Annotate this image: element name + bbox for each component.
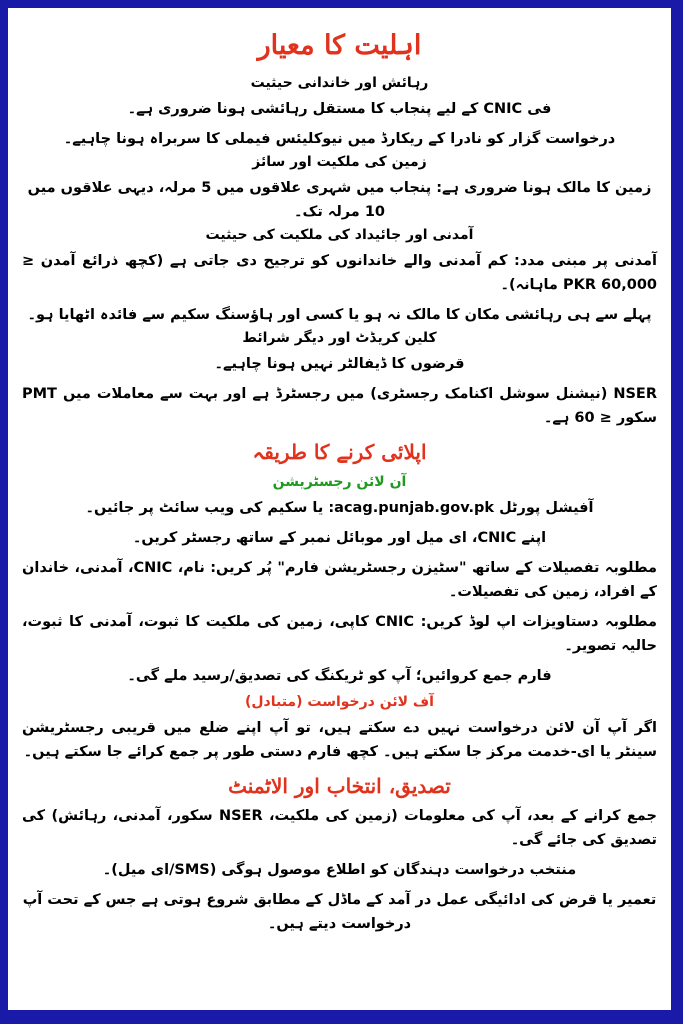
eligibility-title: اہلیت کا معیار <box>257 30 422 61</box>
verification-line-3: تعمیر یا قرض کی ادائیگی عمل در آمد کے ماڈل کے مطابق شروع ہوتی ہے جس کے تحت آپ درخواست دیتے ہیں۔ <box>22 892 657 932</box>
income-line-1: آمدنی پر مبنی مدد: کم آمدنی والے خاندانوں کو ترجیح دی جاتی ہے (کچھ ذرائع آمدن ≤ PKR 60,000 ماہانہ)۔ <box>22 253 657 293</box>
online-line-1: آفیشل پورٹل acag.punjab.gov.pk: یا سکیم کی ویب سائٹ پر جائیں۔ <box>85 500 594 516</box>
online-line-2: اپنے CNIC، ای میل اور موبائل نمبر کے ساتھ رجسٹر کریں۔ <box>132 530 547 546</box>
income-line-2: پہلے سے ہی رہائشی مکان کا مالک نہ ہو یا کسی اور ہاؤسنگ سکیم سے فائدہ اٹھایا ہو۔ <box>27 307 652 323</box>
online-line-3: مطلوبہ تفصیلات کے ساتھ "سٹیزن رجسٹریشن فارم" پُر کریں: نام، CNIC، آمدنی، خاندان کے افراد، زمین کی تفصیلات۔ <box>22 560 657 600</box>
offline-heading: آف لائن درخواست (متبادل) <box>245 694 434 710</box>
page-frame <box>8 8 671 1010</box>
offline-line: اگر آپ آن لائن درخواست نہیں دے سکتے ہیں، تو آپ اپنے ضلع میں قریبی رجسٹریشن سینٹر یا ای-خدمت مرکز جا سکتے ہیں۔ کچھ فارم دستی طور پر جمع کرائے جا سکتے ہیں۔ <box>22 720 657 760</box>
credit-heading: کلین کریڈٹ اور دیگر شرائط <box>242 330 437 346</box>
apply-title: اپلائی کرنے کا طریقہ <box>252 440 427 464</box>
credit-line-1: قرضوں کا ڈیفالٹر نہیں ہونا چاہیے۔ <box>214 356 465 372</box>
verification-title: تصدیق، انتخاب اور الاٹمنٹ <box>228 774 451 798</box>
verification-line-2: منتخب درخواست دہندگان کو اطلاع موصول ہوگی (SMS/ای میل)۔ <box>102 862 577 878</box>
residency-line-1: فی CNIC کے لیے پنجاب کا مستقل رہائشی ہونا ضروری ہے۔ <box>127 101 552 117</box>
verification-line-1: جمع کرانے کے بعد، آپ کی معلومات (زمین کی ملکیت، NSER سکور، آمدنی، رہائش) کی تصدیق کی جائے گی۔ <box>22 808 657 848</box>
online-line-5: فارم جمع کروائیں؛ آپ کو ٹریکنگ کی تصدیق/رسید ملے گی۔ <box>127 668 552 684</box>
online-line-4: مطلوبہ دستاویزات اپ لوڈ کریں: CNIC کاپی، زمین کی ملکیت کا ثبوت، آمدنی کا ثبوت، حالیہ تصویر۔ <box>22 614 658 654</box>
residency-line-2: درخواست گزار کو نادرا کے ریکارڈ میں نیوکلیئس فیملی کا سربراہ ہونا چاہیے۔ <box>63 131 616 147</box>
residency-heading: رہائش اور خاندانی حیثیت <box>250 75 429 91</box>
land-line: زمین کا مالک ہونا ضروری ہے: پنجاب میں شہری علاقوں میں 5 مرلہ، دیہی علاقوں میں 10 مرلہ تک۔ <box>27 180 652 220</box>
income-heading: آمدنی اور جائیداد کی ملکیت کی حیثیت <box>205 227 474 243</box>
online-registration-heading: آن لائن رجسٹریشن <box>272 474 407 490</box>
land-heading: زمین کی ملکیت اور سائز <box>252 154 427 170</box>
credit-line-2: NSER (نیشنل سوشل اکنامک رجسٹری) میں رجسٹرڈ ہے اور بہت سے معاملات میں PMT سکور ≤ 60 ہے۔ <box>22 386 657 426</box>
